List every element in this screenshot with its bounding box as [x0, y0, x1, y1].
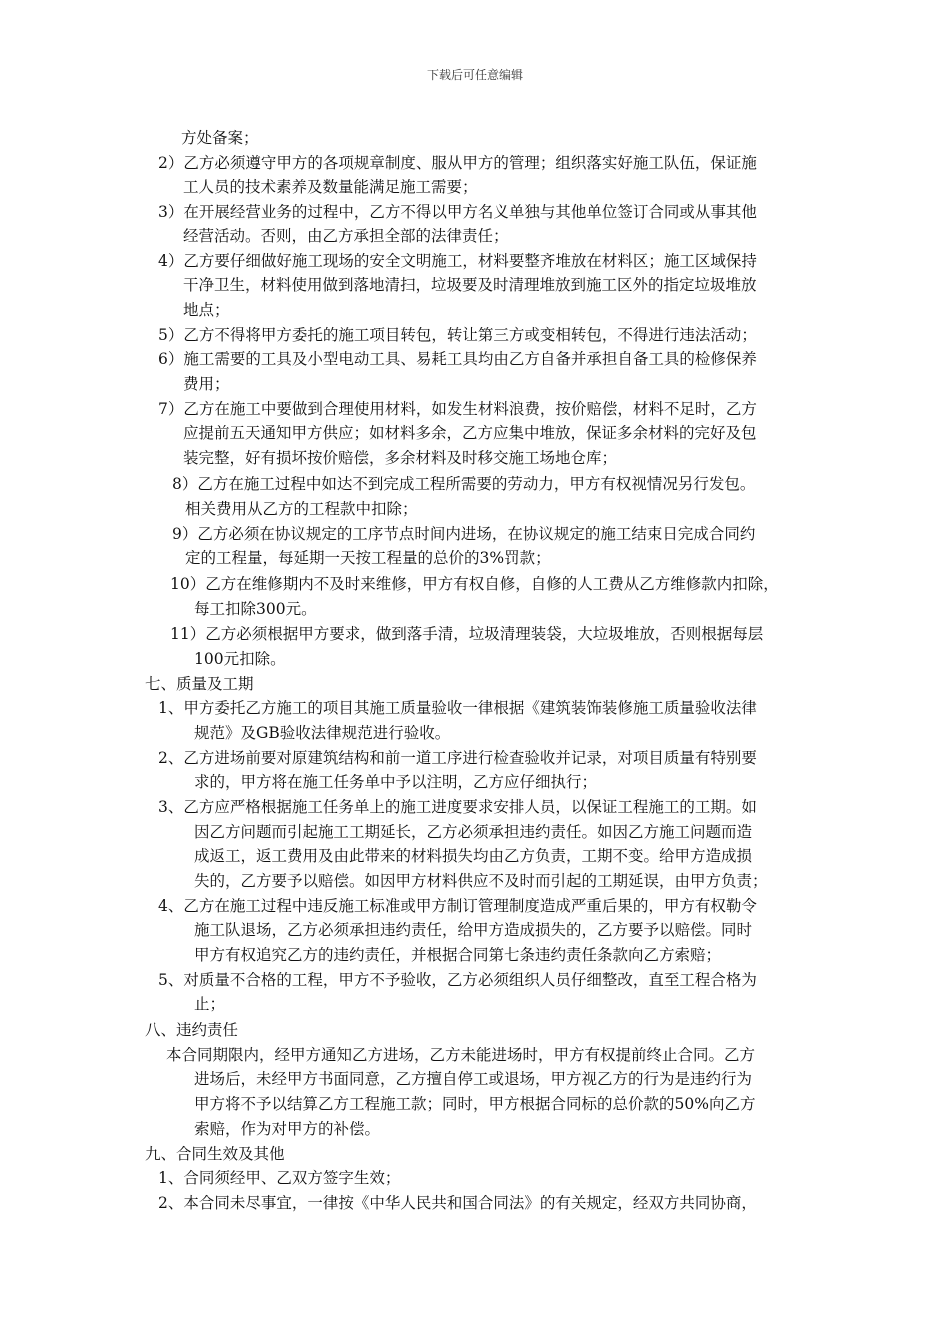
text-line: 6）施工需要的工具及小型电动工具、易耗工具均由乙方自备并承担自备工具的检修保养: [158, 350, 757, 368]
text-line: 9）乙方必须在协议规定的工序节点时间内进场，在协议规定的施工结束日完成合同约: [172, 525, 756, 543]
text-line: 失的，乙方要予以赔偿。如因甲方材料供应不及时而引起的工期延误，由甲方负责；: [194, 872, 768, 890]
text-line: 地点；: [183, 301, 230, 319]
text-line: 8）乙方在施工过程中如达不到完成工程所需要的劳动力，甲方有权视情况另行发包。: [172, 475, 756, 493]
text-line: 2）乙方必须遵守甲方的各项规章制度、服从甲方的管理；组织落实好施工队伍，保证施: [158, 154, 757, 172]
text-line: 3）在开展经营业务的过程中，乙方不得以甲方名义单独与其他单位签订合同或从事其他: [158, 203, 757, 221]
text-line: 甲方将不予以结算乙方工程施工款；同时，甲方根据合同标的总价款的50%向乙方: [194, 1095, 756, 1113]
text-line: 5）乙方不得将甲方委托的施工项目转包，转让第三方或变相转包，不得进行违法活动；: [158, 326, 757, 344]
text-line: 每工扣除300元。: [194, 600, 317, 618]
text-line: 甲方有权追究乙方的违约责任，并根据合同第七条违约责任条款向乙方索赔；: [194, 946, 722, 964]
text-line: 1、合同须经甲、乙双方签字生效；: [158, 1169, 401, 1187]
text-line: 3、乙方应严格根据施工任务单上的施工进度要求安排人员，以保证工程施工的工期。如: [158, 798, 757, 816]
text-line: 止；: [194, 995, 226, 1013]
text-line: 7）乙方在施工中要做到合理使用材料，如发生材料浪费，按价赔偿，材料不足时，乙方: [158, 400, 757, 418]
text-line: 求的，甲方将在施工任务单中予以注明，乙方应仔细执行；: [194, 773, 598, 791]
section-heading: 九、合同生效及其他: [145, 1145, 285, 1163]
text-line: 相关费用从乙方的工程款中扣除；: [185, 500, 418, 518]
text-line: 2、乙方进场前要对原建筑结构和前一道工序进行检查验收并记录，对项目质量有特别要: [158, 749, 757, 767]
text-line: 应提前五天通知甲方供应；如材料多余，乙方应集中堆放，保证多余材料的完好及包: [183, 424, 757, 442]
text-line: 方处备案；: [181, 129, 259, 147]
page-header: 下载后可任意编辑: [426, 68, 523, 82]
text-line: 工人员的技术素养及数量能满足施工需要；: [183, 178, 478, 196]
text-line: 定的工程量，每延期一天按工程量的总价的3%罚款；: [185, 549, 551, 567]
text-line: 10）乙方在维修期内不及时来维修，甲方有权自修，自修的人工费从乙方维修款内扣除，: [170, 575, 779, 593]
text-line: 索赔，作为对甲方的补偿。: [194, 1120, 381, 1138]
text-line: 规范》及GB验收法律规范进行验收。: [194, 724, 451, 742]
text-line: 本合同期限内，经甲方通知乙方进场，乙方未能进场时，甲方有权提前终止合同。乙方: [166, 1046, 756, 1064]
text-line: 2、本合同未尽事宜，一律按《中华人民共和国合同法》的有关规定，经双方共同协商，: [158, 1194, 757, 1212]
text-line: 4）乙方要仔细做好施工现场的安全文明施工，材料要整齐堆放在材料区；施工区域保持: [158, 252, 757, 270]
text-line: 5、对质量不合格的工程，甲方不予验收，乙方必须组织人员仔细整改，直至工程合格为: [158, 971, 757, 989]
text-line: 费用；: [183, 375, 230, 393]
text-line: 11）乙方必须根据甲方要求，做到落手清，垃圾清理装袋，大垃圾堆放，否则根据每层: [170, 625, 764, 643]
text-line: 1、甲方委托乙方施工的项目其施工质量验收一律根据《建筑装饰装修施工质量验收法律: [158, 699, 757, 717]
text-line: 进场后，未经甲方书面同意，乙方擅自停工或退场，甲方视乙方的行为是违约行为: [194, 1070, 753, 1088]
text-line: 干净卫生，材料使用做到落地清扫，垃圾要及时清理堆放到施工区外的指定垃圾堆放: [183, 276, 757, 294]
text-line: 经营活动。否则，由乙方承担全部的法律责任；: [183, 227, 509, 245]
text-line: 成返工，返工费用及由此带来的材料损失均由乙方负责，工期不变。给甲方造成损: [194, 847, 753, 865]
text-line: 施工队退场，乙方必须承担违约责任，给甲方造成损失的，乙方要予以赔偿。同时: [194, 921, 753, 939]
section-heading: 七、质量及工期: [145, 675, 254, 693]
text-line: 因乙方问题而引起施工工期延长，乙方必须承担违约责任。如因乙方施工问题而造: [194, 823, 753, 841]
text-line: 装完整，好有损坏按价赔偿，多余材料及时移交施工场地仓库；: [183, 449, 618, 467]
text-line: 100元扣除。: [194, 650, 286, 668]
section-heading: 八、违约责任: [145, 1021, 239, 1039]
text-line: 4、乙方在施工过程中违反施工标准或甲方制订管理制度造成严重后果的，甲方有权勒令: [158, 897, 757, 915]
